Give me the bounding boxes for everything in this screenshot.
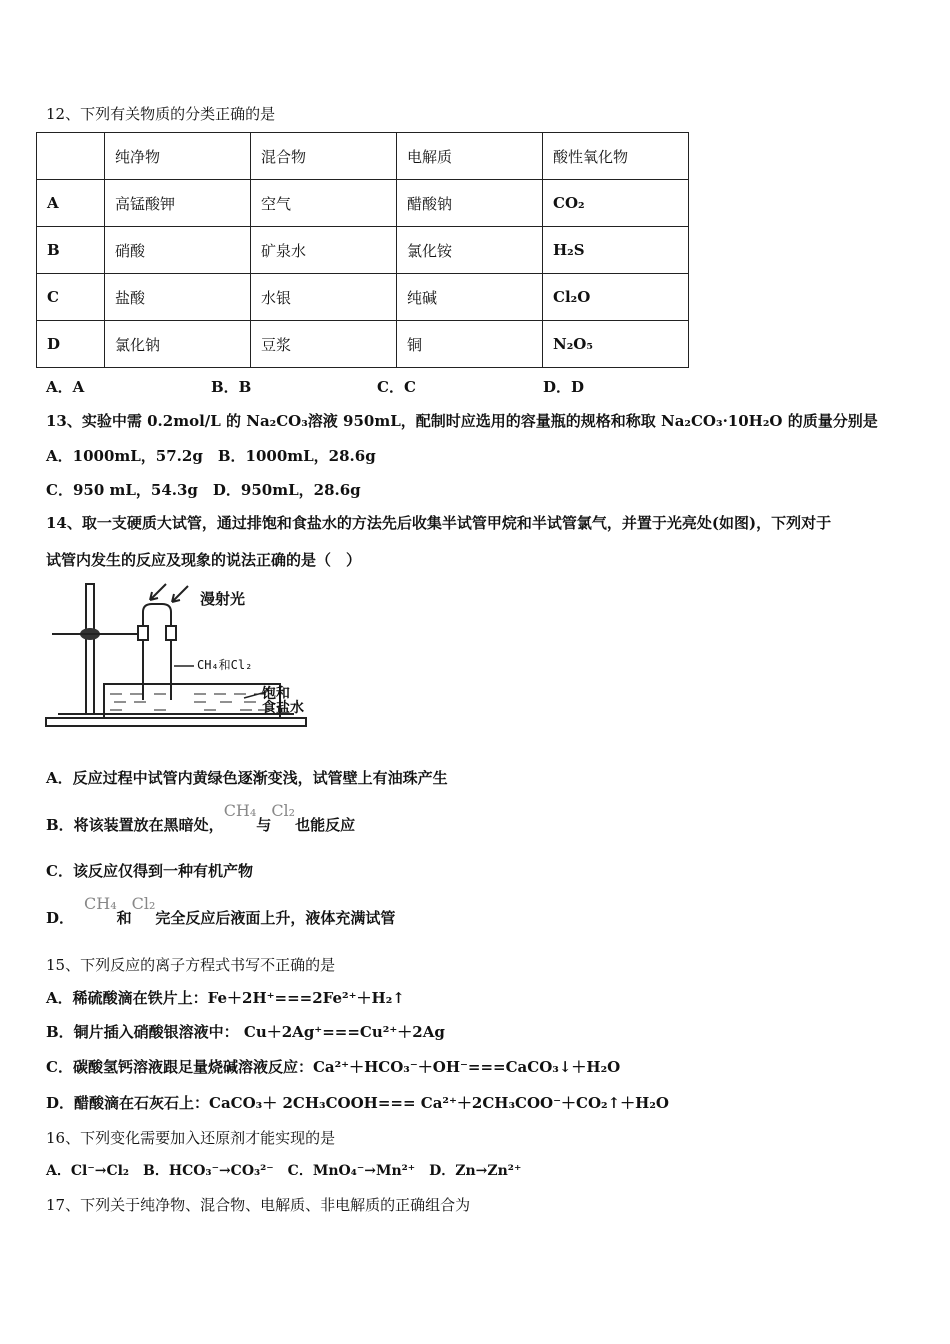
table-cell: B [37,227,105,274]
table-row [37,274,689,321]
q14-option-b-prefix: B．将该装置放在黑暗处， [46,816,224,834]
q13-stem: 13、实验中需 0.2mol/L 的 Na₂CO₃溶液 950mL，配制时应选用的容量瓶的规格和称取 Na₂CO₃·10H₂O 的质量分别是 [46,412,878,430]
q13-options-line2[interactable]: C．950 mL，54.3g D．950mL，28.6g [46,481,361,499]
q14-option-d-suffix: 完全反应后液面上升，液体充满试管 [155,909,396,927]
light-arrow-icon [150,584,166,600]
q14-option-c-text: C．该反应仅得到一种有机产物 [46,862,253,880]
q14-stem-line2: 试管内发生的反应及现象的说法正确的是（ ） [46,551,362,569]
q14-option-d-prefix: D． [46,909,75,927]
q16-options[interactable] [46,1160,521,1180]
q14-option-b[interactable] [46,800,355,840]
q16-options-text: A．Cl⁻→Cl₂ B．HCO₃⁻→CO₃²⁻ C．MnO₄⁻→Mn²⁺ D．Zn→Zn²⁺ [46,1163,522,1179]
figure-label-light: 漫射光 [200,590,246,608]
table-cell: D [37,321,105,368]
formula-cl2: Cl₂ [271,801,296,820]
q14-option-b-mid: 与 [256,816,272,834]
table-cell: 氯化铵 [397,227,543,274]
q15-option-b[interactable]: B．铜片插入硝酸银溶液中： Cu＋2Ag⁺===Cu²⁺＋2Ag [46,1023,445,1041]
q12-option-b[interactable]: B．B [211,378,252,396]
test-tube [143,640,171,700]
table-header-cell: 混合物 [251,133,397,180]
q15-option-d[interactable]: D．醋酸滴在石灰石上：CaCO₃＋ 2CH₃COOH=== Ca²⁺＋2CH₃COO⁻＋CO₂↑＋H₂O [46,1094,669,1112]
q16-stem: 16、下列变化需要加入还原剂才能实现的是 [46,1129,336,1147]
q14-option-b-suffix: 也能反应 [295,816,356,834]
q14-option-a-text: A．反应过程中试管内黄绿色逐渐变浅，试管壁上有油珠产生 [46,769,448,787]
table-cell: 氯化钠 [105,321,251,368]
table-cell: C [37,274,105,321]
table-row [37,180,689,227]
figure-label-gas: CH₄和Cl₂ [197,658,253,672]
water-trough [104,684,280,718]
table-cell: 铜 [397,321,543,368]
table-header-cell: 电解质 [397,133,543,180]
table-cell: H₂S [543,227,689,274]
figure-label-water2: 食盐水 [262,700,304,716]
q12-option-d[interactable]: D．D [543,378,585,396]
table-cell: 盐酸 [105,274,251,321]
q12-stem: 12、下列有关物质的分类正确的是 [46,105,276,123]
formula-ch4: CH₄ [223,801,257,820]
table-row [37,321,689,368]
q14-option-c[interactable] [46,860,253,881]
q14-option-a[interactable] [46,767,448,788]
table-cell: 纯碱 [397,274,543,321]
table-cell: 空气 [251,180,397,227]
formula-ch4: CH₄ [84,894,117,913]
q12-option-c[interactable]: C．C [377,378,416,396]
q15-option-c[interactable]: C．碳酸氢钙溶液跟足量烧碱溶液反应：Ca²⁺＋HCO₃⁻＋OH⁻===CaCO₃↓＋H₂O [46,1058,621,1076]
table-cell: 豆浆 [251,321,397,368]
table-cell: 硝酸 [105,227,251,274]
figure-label-water1: 饱和 [262,686,290,702]
q15-stem: 15、下列反应的离子方程式书写不正确的是 [46,956,336,974]
q14-stem-line1: 14、取一支硬质大试管，通过排饱和食盐水的方法先后收集半试管甲烷和半试管氯气，并置于光亮处(如图)，下列对于 [46,514,832,532]
q14-option-d-mid: 和 [116,909,132,927]
table-cell: N₂O₅ [543,321,689,368]
q14-option-d[interactable] [46,893,395,933]
q15-option-a[interactable]: A．稀硫酸滴在铁片上：Fe＋2H⁺===2Fe²⁺＋H₂↑ [46,989,405,1007]
q13-options-line1[interactable]: A．1000mL，57.2g B．1000mL，28.6g [46,447,376,465]
q12-option-a[interactable]: A．A [46,378,85,396]
table-cell: 高锰酸钾 [105,180,251,227]
light-arrow-icon [172,586,188,602]
q17-stem: 17、下列关于纯净物、混合物、电解质、非电解质的正确组合为 [46,1196,471,1214]
table-header-cell: 纯净物 [105,133,251,180]
table-cell: CO₂ [543,180,689,227]
table-cell: A [37,180,105,227]
stand-rod [86,584,94,714]
table-cell: 矿泉水 [251,227,397,274]
table-header-cell [37,133,105,180]
classification-table [36,132,689,368]
table-cell: 水银 [251,274,397,321]
stand-base [46,718,306,726]
formula-cl2: Cl₂ [131,894,156,913]
table-row [37,227,689,274]
table-header-cell: 酸性氧化物 [543,133,689,180]
table-header-row [37,133,689,180]
table-cell: Cl₂O [543,274,689,321]
table-cell: 醋酸钠 [397,180,543,227]
